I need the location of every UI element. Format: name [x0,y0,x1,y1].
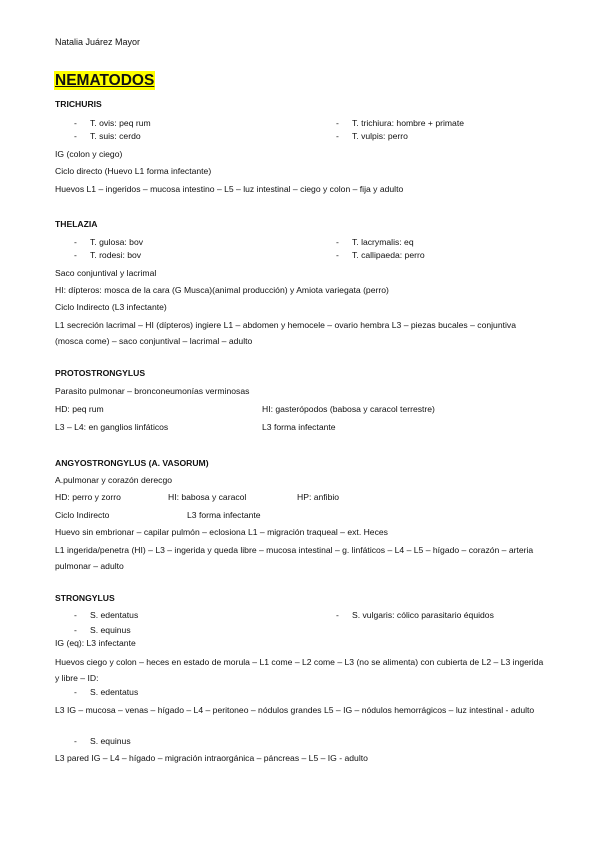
species-item: T. callipaeda: perro [352,250,425,260]
text-paragraph: L3 IG – mucosa – venas – hígado – L4 – peritoneo – nódulos grandes L5 – IG – nódulos hemorrágicos – luz intestinal - adulto [55,705,535,715]
text-line: L3 pared IG – L4 – hígado – migración intraorgánica – páncreas – L5 – IG - adulto [55,753,368,763]
species-item: T. rodesi: bov [90,250,142,260]
text-line: Saco conjuntival y lacrimal [55,268,157,278]
text-paragraph: L1 secreción lacrimal – HI (dípteros) ingiere L1 – abdomen y hemocele – ovario hembra L3 – piezas bucales – conjuntiva (mosca come) – saco conjuntival – lacrimal – adulto [55,320,516,346]
text-line: Huevos L1 – ingeridos – mucosa intestino – L5 – luz intestinal – ciego y colon – fija y adulto [55,184,404,194]
text-line: IG (colon y ciego) [55,149,123,159]
text-paragraph: L1 ingerida/penetra (HI) – L3 – ingerida y queda libre – mucosa intestinal – g. linfáticos – L4 – L5 – hígado – corazón – arteria pulmonar – adulto [55,545,534,571]
species-item: S. equinus [90,625,131,635]
bullet: - [74,118,77,128]
species-item: T. ovis: peq rum [90,118,151,128]
species-item: T. lacrymalis: eq [352,237,414,247]
host-intermediate: HI: gasterópodos (babosa y caracol terrestre) [262,404,435,414]
bullet: - [74,131,77,141]
bullet: - [336,118,339,128]
bullet: - [74,237,77,247]
bullet: - [336,237,339,247]
section-heading: TRICHURIS [55,99,102,109]
species-item: T. vulpis: perro [352,131,408,141]
bullet: - [74,250,77,260]
text-line: L3 forma infectante [262,422,336,432]
species-item: S. vulgaris: cólico parasitario équidos [352,610,494,620]
bullet: - [74,687,77,697]
species-item: T. suis: cerdo [90,131,141,141]
text-line: L3 – L4: en ganglios linfáticos [55,422,169,432]
bullet: - [336,250,339,260]
species-item: S. edentatus [90,687,139,697]
bullet: - [74,610,77,620]
text-line: A.pulmonar y corazón derecgo [55,475,173,485]
section-heading: PROTOSTRONGYLUS [55,368,146,378]
text-line: IG (eq): L3 infectante [55,638,136,648]
text-line: Ciclo directo (Huevo L1 forma infectante) [55,166,212,176]
section-heading: ANGYOSTRONGYLUS (A. VASORUM) [55,458,209,468]
host-definitive: HD: peq rum [55,404,104,414]
bullet: - [74,625,77,635]
text-line: Ciclo Indirecto (L3 infectante) [55,302,167,312]
page-title: NEMATODOS [55,72,155,89]
section-heading: STRONGYLUS [55,593,115,603]
text-line: HI: dípteros: mosca de la cara (G Musca)(animal producción) y Amiota variegata (perro) [55,285,389,295]
host-intermediate: HI: babosa y caracol [168,492,247,502]
species-item: S. edentatus [90,610,139,620]
species-item: T. gulosa: bov [90,237,144,247]
text-line: Ciclo Indirecto [55,510,110,520]
text-line: L3 forma infectante [187,510,261,520]
section-heading: THELAZIA [55,219,98,229]
bullet: - [336,610,339,620]
text-line: Parasito pulmonar – bronconeumonías verminosas [55,386,250,396]
host-definitive: HD: perro y zorro [55,492,121,502]
host-paratenic: HP: anfibio [297,492,340,502]
text-paragraph: Huevos ciego y colon – heces en estado de morula – L1 come – L2 come – L3 (no se alimenta) con cubierta de L2 – L3 ingerida y libre – ID: [55,657,544,683]
species-item: S. equinus [90,736,131,746]
bullet: - [74,736,77,746]
author-name: Natalia Juárez Mayor [55,37,141,47]
bullet: - [336,131,339,141]
species-item: T. trichiura: hombre + primate [352,118,464,128]
text-line: Huevo sin embrionar – capilar pulmón – eclosiona L1 – migración traqueal – ext. Heces [55,527,388,537]
